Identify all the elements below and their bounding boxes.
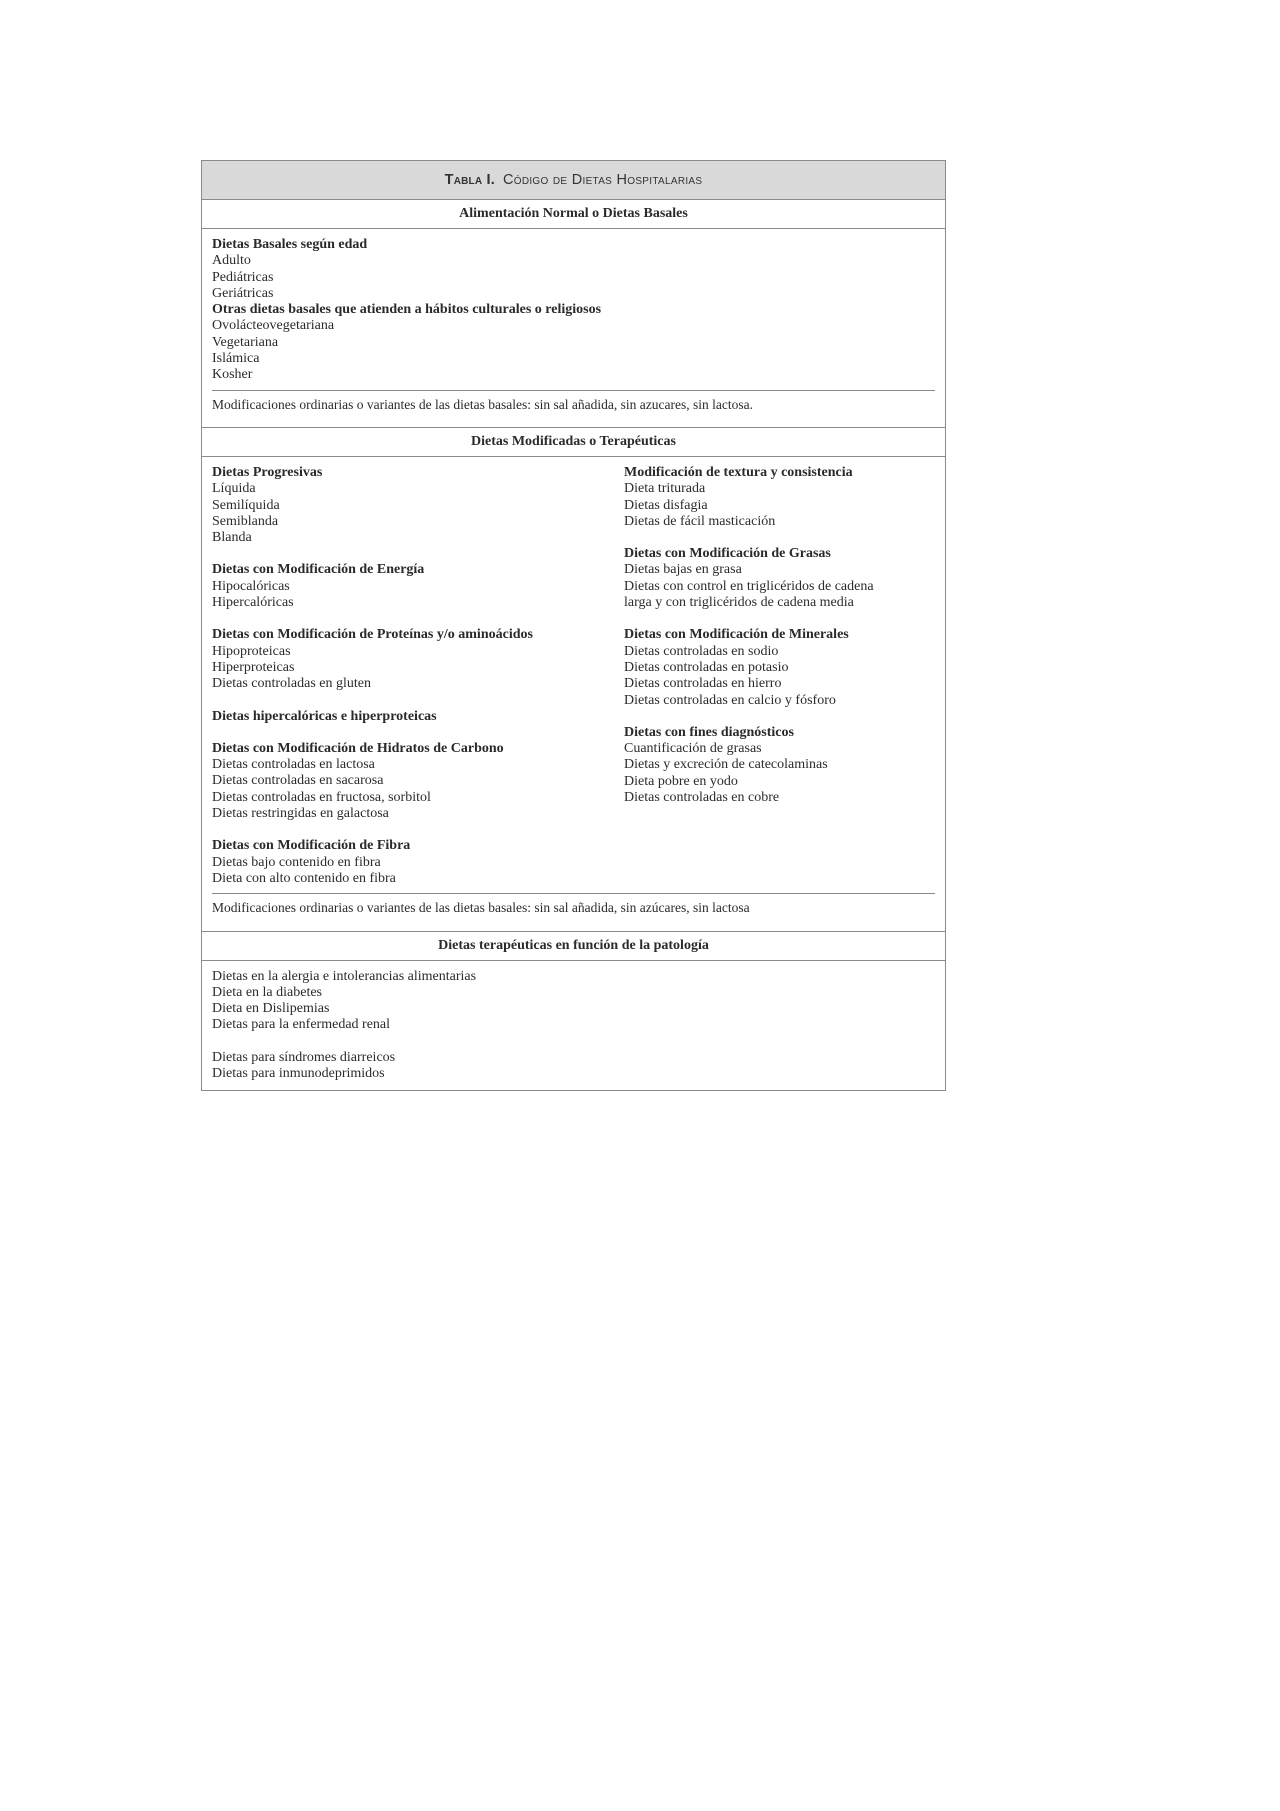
list-item: Hipocalóricas: [212, 578, 290, 594]
list-item: Dieta en la diabetes: [212, 984, 323, 1000]
group-title: Modificación de textura y consistencia: [624, 464, 853, 480]
list-item: Dieta triturada: [624, 481, 706, 497]
list-item: Dietas controladas en potasio: [624, 659, 789, 675]
group-title: Dietas con Modificación de Grasas: [624, 546, 831, 562]
group-protein: [212, 627, 624, 692]
group-fats: [624, 546, 935, 611]
left-column: [212, 465, 624, 887]
list-item: Dietas en la alergia e intolerancias alimentarias: [212, 968, 477, 984]
list-item: Geriátricas: [212, 285, 274, 301]
list-item: Hipercalóricas: [212, 595, 294, 611]
list-item: Dietas para inmunodeprimidos: [212, 1065, 385, 1081]
list-item: Dietas controladas en hierro: [624, 676, 782, 692]
list-item: Dietas restringidas en galactosa: [212, 806, 389, 822]
group-title: Otras dietas basales que atienden a hábitos culturales o religiosos: [212, 302, 602, 318]
list-item: larga y con triglicéridos de cadena media: [624, 595, 854, 611]
table-title-bar: [202, 161, 945, 200]
group-title: Dietas Basales según edad: [212, 237, 368, 252]
list-item: Dietas bajas en grasa: [624, 562, 742, 578]
table-label: Tabla I.: [444, 171, 495, 188]
two-column-groups: [212, 465, 935, 887]
list-item: Dietas controladas en gluten: [212, 676, 372, 692]
list-item: Dietas con control en triglicéridos de cadena: [624, 578, 874, 594]
group-title: Dietas con Modificación de Proteínas y/o aminoácidos: [212, 627, 533, 643]
group-title: Dietas hipercalóricas e hiperproteicas: [212, 708, 437, 724]
table-title: Código de Dietas Hospitalarias: [502, 171, 703, 188]
list-item: Vegetariana: [212, 334, 279, 350]
list-item: Dieta en Dislipemias: [212, 1001, 330, 1017]
list-item: Dietas controladas en lactosa: [212, 757, 375, 773]
group-texture: [624, 465, 935, 530]
list-item: Dietas controladas en cobre: [624, 790, 780, 806]
group-progressive: [212, 465, 624, 546]
list-item: Dietas controladas en sodio: [624, 643, 779, 659]
section-body-basal: [202, 229, 945, 427]
list-item: Dietas controladas en sacarosa: [212, 773, 384, 789]
list-item: Dietas disfagia: [624, 497, 708, 513]
list-item: Blanda: [212, 530, 252, 546]
list-item: Hiperproteicas: [212, 659, 295, 675]
list-item: Pediátricas: [212, 269, 274, 285]
group-carbohydrates: [212, 741, 624, 822]
list-item: Líquida: [212, 481, 256, 497]
list-item: Dietas controladas en calcio y fósforo: [624, 692, 836, 708]
list-item: Dieta pobre en yodo: [624, 773, 738, 789]
section-header-therapeutic: Dietas Modificadas o Terapéuticas: [202, 427, 945, 457]
list-item: Islámica: [212, 351, 260, 367]
list-item: Adulto: [212, 253, 251, 269]
group-fiber: [212, 838, 624, 887]
section-header-pathology: Dietas terapéuticas en función de la patología: [202, 931, 945, 961]
list-item: Dietas de fácil masticación: [624, 513, 776, 529]
section-note-basal: Modificaciones ordinarias o variantes de las dietas basales: sin sal añadida, sin azucares, sin lactosa.: [212, 396, 753, 412]
group-title: Dietas Progresivas: [212, 464, 323, 480]
section-note-therapeutic: Modificaciones ordinarias o variantes de las dietas basales: sin sal añadida, sin azúcares, sin lactosa: [212, 900, 750, 916]
section-body-therapeutic: [202, 457, 945, 931]
list-item: Cuantificación de grasas: [624, 741, 762, 757]
group-diagnostic: [624, 725, 935, 806]
list-item: Hipoproteicas: [212, 643, 291, 659]
section-header-basal: Alimentación Normal o Dietas Basales: [202, 200, 945, 229]
list-item: Dietas y excreción de catecolaminas: [624, 757, 828, 773]
group-title: Dietas con fines diagnósticos: [624, 724, 794, 740]
list-item: Semiblanda: [212, 513, 279, 529]
list-item: Dietas para la enfermedad renal: [212, 1017, 391, 1033]
list-item: Kosher: [212, 367, 253, 383]
list-item: Dietas controladas en fructosa, sorbitol: [212, 789, 431, 805]
section-body-pathology: [202, 961, 945, 1091]
spacer: [212, 1034, 935, 1050]
list-item: Dietas bajo contenido en fibra: [212, 854, 381, 870]
right-column: [624, 465, 935, 887]
group-title: Dietas con Modificación de Energía: [212, 562, 425, 578]
group-title: Dietas con Modificación de Fibra: [212, 838, 411, 854]
list-item: Dietas para síndromes diarreicos: [212, 1049, 396, 1065]
diet-code-table: [201, 160, 946, 1091]
group-energy: [212, 562, 624, 611]
list-item: Ovolácteovegetariana: [212, 318, 335, 334]
list-item: Dieta con alto contenido en fibra: [212, 870, 396, 886]
group-title: Dietas con Modificación de Minerales: [624, 627, 849, 643]
group-hypercaloric: [212, 709, 624, 725]
group-minerals: [624, 627, 935, 708]
list-item: Semilíquida: [212, 497, 280, 513]
group-title: Dietas con Modificación de Hidratos de Carbono: [212, 740, 504, 756]
